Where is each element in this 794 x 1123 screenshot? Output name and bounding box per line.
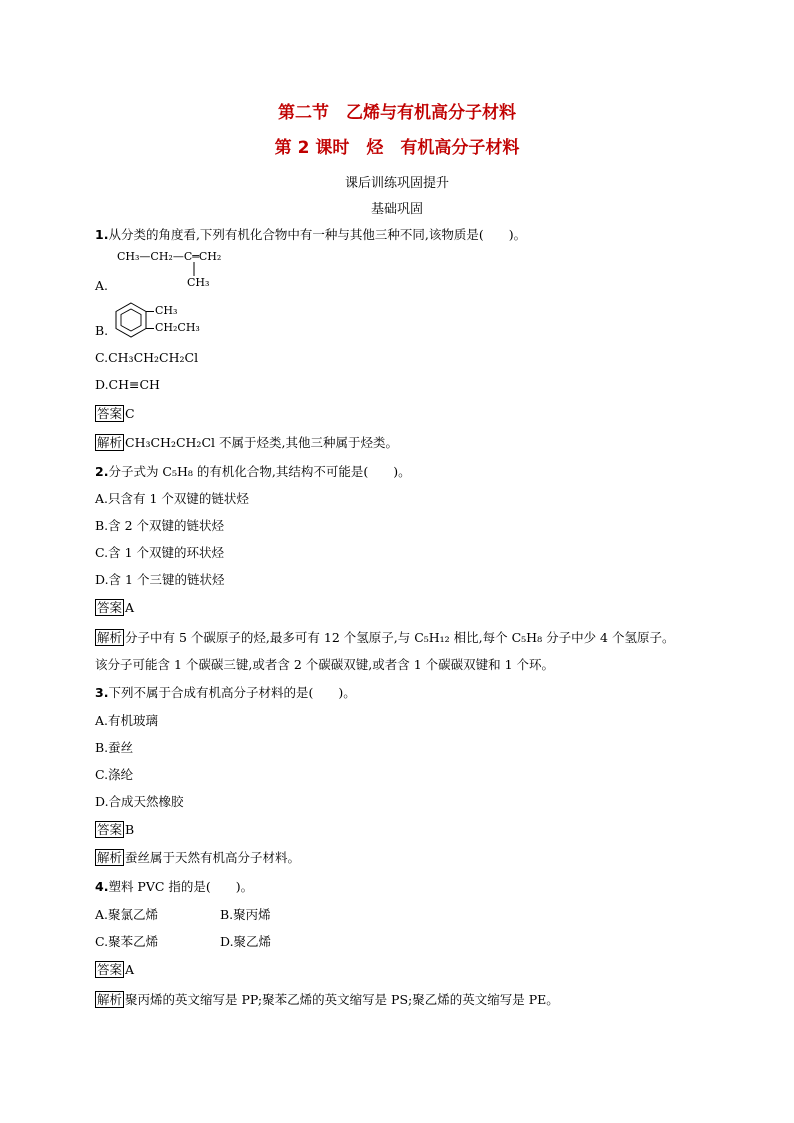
- question-stem: 从分类的角度看,下列有机化合物中有一种与其他三种不同,该物质是( )。: [108, 227, 527, 242]
- answer-tag: 答案: [97, 406, 123, 421]
- answer-row: [95, 820, 134, 838]
- answer-tag: 答案: [97, 822, 123, 837]
- answer-value: A: [125, 600, 135, 615]
- explanation-text: 聚丙烯的英文缩写是 PP;聚苯乙烯的英文缩写是 PS;聚乙烯的英文缩写是 PE。: [125, 992, 559, 1007]
- option-d: D.CH≡CH: [95, 377, 160, 392]
- lesson-title: 第 2 课时 烃 有机高分子材料: [274, 138, 520, 158]
- section-title: 第二节 乙烯与有机高分子材料: [278, 103, 516, 123]
- option-d: D.聚乙烯: [220, 934, 272, 949]
- option-a: A.有机玻璃: [95, 713, 159, 728]
- option-c: C.含 1 个双键的环状烃: [95, 545, 224, 560]
- option-c: C.聚苯乙烯: [95, 934, 159, 949]
- subtitle: 课后训练巩固提升: [344, 176, 449, 191]
- answer-value: A: [125, 962, 135, 977]
- question-number: 1.: [95, 227, 109, 242]
- question-stem: 塑料 PVC 指的是( )。: [108, 879, 254, 894]
- explanation-row: [95, 990, 559, 1008]
- option-a: A.只含有 1 个双键的链状烃: [95, 491, 249, 506]
- option-a-label: A.: [95, 278, 109, 293]
- explanation-text: CH₃CH₂CH₂Cl 不属于烃类,其他三种属于烃类。: [125, 435, 398, 450]
- question-number: 2.: [95, 464, 109, 479]
- option-d: D.合成天然橡胶: [95, 794, 184, 809]
- option-b: B.蚕丝: [95, 740, 134, 755]
- question-1: [95, 225, 526, 243]
- option-a: A.聚氯乙烯: [95, 907, 159, 922]
- explanation-row: [95, 433, 398, 451]
- option-b-substituent-ethyl: CH₂CH₃: [155, 321, 200, 334]
- option-b-label: B.: [95, 323, 109, 338]
- question-stem: 分子式为 C₅H₈ 的有机化合物,其结构不可能是( )。: [108, 464, 411, 479]
- option-b: B.含 2 个双键的链状烃: [95, 518, 225, 533]
- option-a-structure-branch: CH₃: [187, 276, 210, 289]
- explanation-tag: 解析: [97, 630, 123, 645]
- explanation-tag: 解析: [97, 435, 123, 450]
- question-number: 3.: [95, 685, 109, 700]
- explanation-row: [95, 848, 300, 866]
- explanation-tag: 解析: [97, 992, 123, 1007]
- answer-row: [95, 960, 134, 978]
- branch-bond-line: [192, 262, 196, 276]
- level-heading: 基础巩固: [370, 202, 423, 217]
- answer-value: C: [125, 406, 135, 421]
- option-b-substituent-methyl: CH₃: [155, 304, 178, 317]
- option-b: B.聚丙烯: [220, 907, 271, 922]
- question-number: 4.: [95, 879, 109, 894]
- question-4: [95, 877, 253, 895]
- explanation-tag: 解析: [97, 850, 123, 865]
- answer-row: [95, 598, 134, 616]
- explanation-text: 蚕丝属于天然有机高分子材料。: [125, 850, 301, 865]
- question-stem: 下列不属于合成有机高分子材料的是( )。: [108, 685, 356, 700]
- option-d: D.含 1 个三键的链状烃: [95, 572, 225, 587]
- option-a-structure-main: CH₃—CH₂—C═CH₂: [117, 250, 222, 263]
- explanation-text: 分子中有 5 个碳原子的烃,最多可有 12 个氢原子,与 C₅H₁₂ 相比,每个 C₅H₈ 分子中少 4 个氢原子。: [125, 630, 675, 645]
- answer-value: B: [125, 822, 135, 837]
- explanation-row: [95, 628, 674, 646]
- explanation-continuation: 该分子可能含 1 个碳碳三键,或者含 2 个碳碳双键,或者含 1 个碳碳双键和 1 个环。: [95, 657, 555, 672]
- option-c: C.涤纶: [95, 767, 134, 782]
- option-c: C.CH₃CH₂CH₂Cl: [95, 350, 199, 365]
- answer-tag: 答案: [97, 600, 123, 615]
- benzene-ring-icon: [112, 300, 156, 340]
- answer-row: [95, 404, 135, 422]
- question-2: [95, 462, 411, 480]
- answer-tag: 答案: [97, 962, 123, 977]
- question-3: [95, 683, 356, 701]
